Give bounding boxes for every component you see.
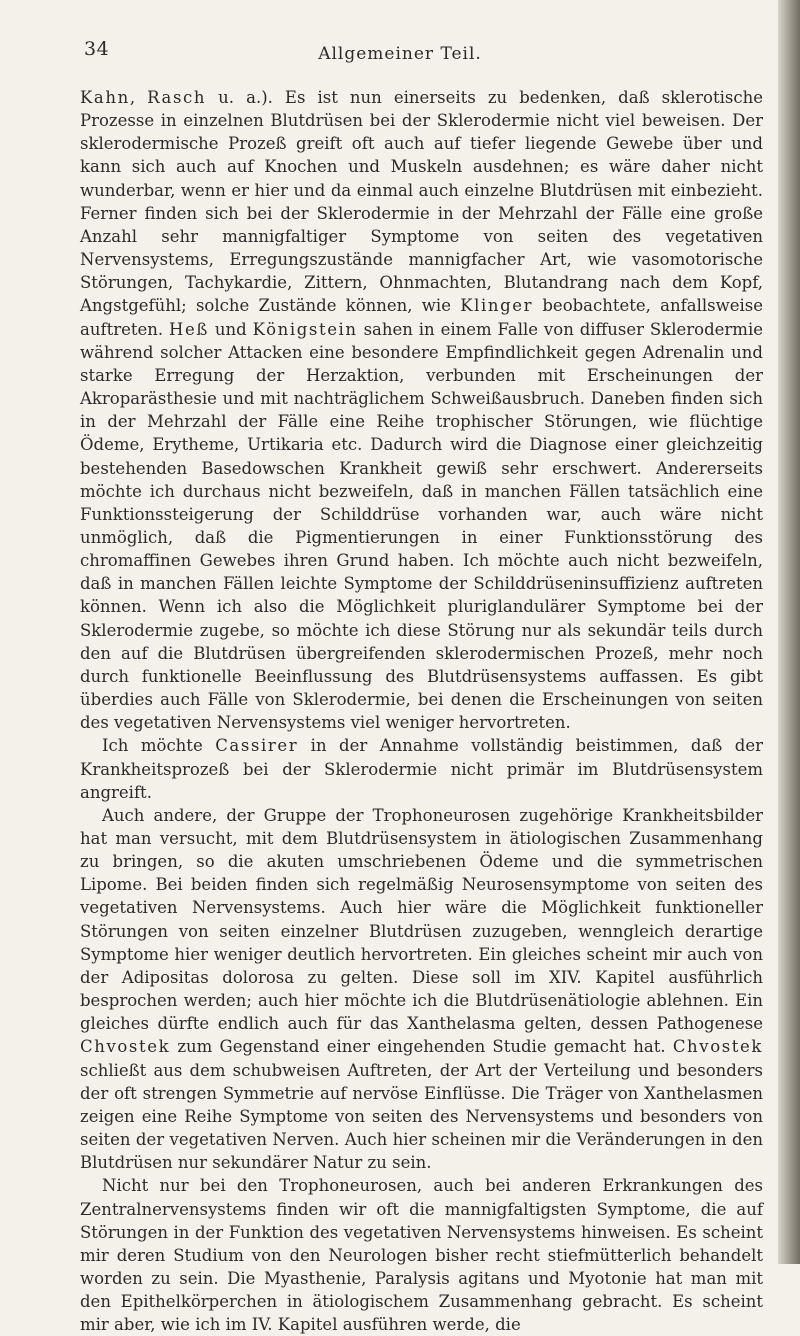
text-run: Nicht nur bei den Trophoneurosen, auch bei anderen Erkrankungen des Zentralnervensystems finden wir oft die mannigfaltigsten Symptome, die auf Störungen in der Funktion des vegetativen Nervensystems hinweisen. Es scheint mir deren Studium von den Neurologen bisher recht stiefmütterlich behandelt worden zu sein. Die Myasthenie, Paralysis agitans und Myotonie hat man mit den Epithelkörperchen in ätiologischem Zusammenhang gebracht. Es scheint mir aber, wie ich im IV. Kapitel ausführen werde, die bbox=[80, 1176, 763, 1335]
text-run: in der Annahme vollständig beistimmen, daß der Krankheitsprozeß bei der Sklerodermie nicht primär im Blutdrüsensystem angreift. bbox=[80, 736, 763, 802]
paragraph bbox=[80, 1174, 763, 1336]
author-name: Heß bbox=[169, 319, 209, 339]
text-run: u. a.). Es ist nun einerseits zu bedenken, daß sklerotische Prozesse in einzelnen Blutdrüsen bei der Sklerodermie nicht viel beweisen. Der sklerodermische Prozeß greift oft auch auf tiefer liegende Gewebe über und kann sich auch auf Knochen und Muskeln ausdehnen; es wäre daher nicht wunderbar, wenn er hier und da einmal auch einzelne Blutdrüsen mit einbezieht. Ferner finden sich bei der Sklerodermie in der Mehrzahl der Fälle eine große Anzahl sehr mannigfaltiger Symptome von seiten des vegetativen Nervensystems, Erregungszustände mannigfacher Art, wie vasomotorische Störungen, Tachykardie, Zittern, Ohnmachten, Blutandrang nach dem Kopf, Angstgefühl; solche Zustände können, wie bbox=[80, 88, 763, 316]
text-run: schließt aus dem schubweisen Auftreten, der Art der Verteilung und besonders der oft strengen Symmetrie auf nervöse Einflüsse. Die Träger von Xanthelasmen zeigen eine Reihe Symptome von seiten des Nervensystems und besonders von seiten der vegetativen Nerven. Auch hier scheinen mir die Veränderungen in den Blutdrüsen nur sekundärer Natur zu sein. bbox=[80, 1060, 763, 1173]
text-run: und bbox=[209, 319, 253, 339]
author-name: Rasch bbox=[147, 88, 207, 107]
author-name: Cassirer bbox=[215, 736, 299, 756]
author-name: Kahn bbox=[80, 88, 130, 107]
author-name: Chvostek bbox=[80, 1037, 171, 1057]
text-run: beobachtete, anfallsweise auftreten. bbox=[80, 296, 763, 339]
paragraph bbox=[80, 86, 763, 734]
running-title: Allgemeiner Teil. bbox=[318, 44, 482, 64]
author-name: Klinger bbox=[460, 296, 534, 316]
page-number: 34 bbox=[84, 38, 110, 60]
text-run: Ich möchte bbox=[102, 736, 216, 756]
text-run: sahen in einem Falle von diffuser Sklerodermie während solcher Attacken eine besondere Empfindlichkeit gegen Adrenalin und starke Erregung der Herzaktion, verbunden mit Erscheinungen der Akroparästhesie und mit nachträglichem Schweißausbruch. Daneben finden sich in der Mehrzahl der Fälle eine Reihe trophischer Störungen, wie flüchtige Ödeme, Erytheme, Urtikaria etc. Dadurch wird die Diagnose einer gleichzeitig bestehenden Basedowschen Krankheit gewiß sehr erschwert. Andererseits möchte ich durchaus nicht bezweifeln, daß in manchen Fällen tatsächlich eine Funktionssteigerung der Schilddrüse vorhanden war, auch wäre nicht unmöglich, daß die Pigmentierungen in einer Funktionsstörung des chromaffinen Gewebes ihren Grund haben. Ich möchte auch nicht bezweifeln, daß in manchen Fällen leichte Symptome der Schilddrüseninsuffizienz auftreten können. Wenn ich also die Möglichkeit pluriglandulärer Symptome bei der Sklerodermie zugebe, so möchte ich diese Störung nur als sekundär teils durch den auf die Blutdrüsen übergreifenden sklerodermischen Prozeß, mehr noch durch funktionelle Beeinflussung des Blutdrüsensystems auffassen. Es gibt überdies auch Fälle von Sklerodermie, bei denen die Erscheinungen von seiten des vegetativen Nervensystems viel weniger hervortreten. bbox=[80, 319, 763, 733]
paragraph bbox=[80, 734, 763, 803]
text-run: Auch andere, der Gruppe der Trophoneurosen zugehörige Krankheitsbilder hat man versucht, mit dem Blutdrüsensystem in ätiologischen Zusammenhang zu bringen, so die akuten umschriebenen Ödeme und die symmetrischen Lipome. Bei beiden finden sich regelmäßig Neurosensymptome von seiten des vegetativen Nervensystems. Auch hier wäre die Möglichkeit funktioneller Störungen von seiten einzelner Blutdrüsen zuzugeben, wenngleich derartige Symptome hier weniger deutlich hervortreten. Ein gleiches scheint mir auch von der Adipositas dolorosa zu gelten. Diese soll im XIV. Kapitel ausführlich besprochen werden; auch hier möchte ich die Blutdrüsenätiologie ablehnen. Ein gleiches dürfte endlich auch für das Xanthelasma gelten, dessen Pathogenese bbox=[80, 805, 763, 1034]
text-run: zum Gegenstand einer eingehenden Studie gemacht hat. bbox=[170, 1037, 673, 1057]
author-name: Chvostek bbox=[672, 1037, 763, 1057]
body-text bbox=[80, 86, 763, 1336]
author-name: Königstein bbox=[252, 319, 358, 339]
paragraph bbox=[80, 804, 763, 1175]
page-edge-shadow bbox=[778, 0, 800, 1264]
text-run: , bbox=[129, 88, 148, 107]
